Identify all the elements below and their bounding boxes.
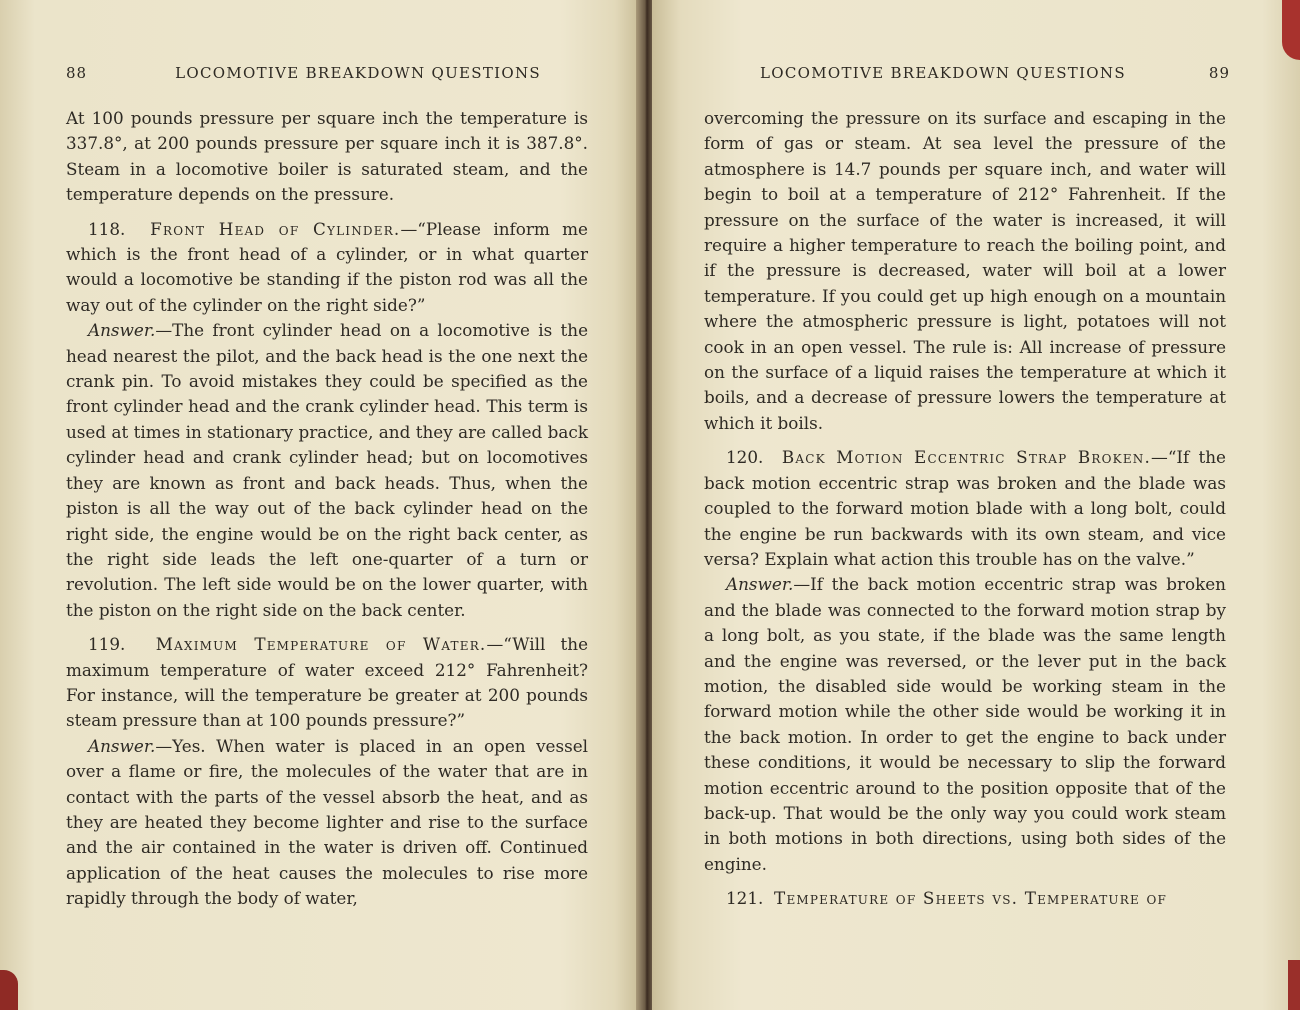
question-number: 121. <box>726 888 764 909</box>
question-heading: Temperature of Sheets vs. Temperature of <box>774 888 1168 909</box>
right-running-header <box>760 64 1230 88</box>
answer-120 <box>704 572 1226 877</box>
question-118 <box>66 217 588 319</box>
question-heading: Maximum Temperature of Water. <box>155 634 487 655</box>
question-heading: Front Head of Cylinder. <box>150 218 401 239</box>
left-running-header <box>66 64 541 88</box>
cover-edge <box>1288 960 1300 1010</box>
answer-text: —The front cylinder head on a locomotive is the head nearest the pilot, and the back head is the one next the crank pin. To avoid mistakes they could be specified as the front cylinder head and the crank cylinder head. This term is used at times in stationary practice, and they are called back cylinder head and crank cylinder head; but on locomotives they are known as front and back heads. Thus, when the piston is all the way out of the back cylinder head on the right side, the engine would be on the right back center, as the right side leads the left one-quarter of a turn or revolution. The left side would be on the lower quarter, with the piston on the right side on the back center. <box>66 320 588 620</box>
right-page-body <box>704 106 1226 912</box>
question-heading: Back Motion Eccentric Strap Broken. <box>781 447 1152 468</box>
right-running-head-title: LOCOMOTIVE BREAKDOWN QUESTIONS <box>760 64 1126 82</box>
continued-paragraph: At 100 pounds pressure per square inch the temperature is 337.8°, at 200 pounds pressure per square inch it is 387.8°. Steam in a locomotive boiler is saturated steam, and the temperature depends on the pressure. <box>66 108 588 205</box>
answer-label: Answer. <box>88 735 156 756</box>
answer-label: Answer. <box>726 574 794 595</box>
left-running-head-title: LOCOMOTIVE BREAKDOWN QUESTIONS <box>175 64 541 82</box>
question-119 <box>66 632 588 734</box>
right-page <box>652 0 1300 1010</box>
answer-label: Answer. <box>88 320 156 341</box>
continued-paragraph: overcoming the pressure on its surface and escaping in the form of gas or steam. At sea level the pressure of the atmosphere is 14.7 pounds per square inch, and water will begin to boil at a temperature of 212° Fahrenheit. If the pressure on the surface of the water is increased, it will require a higher temperature to reach the boiling point, and if the pressure is decreased, water will boil at a lower temperature. If you could get up high enough on a mountain where the atmospheric pressure is light, potatoes will not cook in an open vessel. The rule is: All increase of pressure on the surface of a liquid raises the temperature at which it boils, and a decrease of pressure lowers the temperature at which it boils. <box>704 108 1226 433</box>
answer-119 <box>66 734 588 912</box>
question-text: —“If the back motion eccentric strap was broken and the blade was coupled to the forward motion blade with a long bolt, could the engine be run backwards with its own steam, and vice versa? Explain what action this trouble has on the valve.” <box>704 447 1226 569</box>
left-page-body <box>66 106 588 912</box>
left-page <box>0 0 640 1010</box>
left-page-number: 88 <box>66 64 88 82</box>
right-page-number: 89 <box>1208 64 1230 82</box>
answer-118 <box>66 318 588 623</box>
cover-edge <box>1282 0 1300 60</box>
question-text: —“Will the maximum temperature of water exceed 212° Fahrenheit? For instance, will the temperature be greater at 200 pounds steam pressure than at 100 pounds pressure?” <box>66 634 589 731</box>
question-number: 118. <box>88 218 126 239</box>
question-120 <box>704 445 1226 572</box>
answer-text: —Yes. When water is placed in an open vessel over a flame or fire, the molecules of the water that are in contact with the parts of the vessel absorb the heat, and as they are heated they become lighter and rise to the surface and the air contained in the water is driven off. Continued application of the heat causes the molecules to rise more rapidly through the body of water, <box>66 735 588 909</box>
question-text: —“Please inform me which is the front head of a cylinder, or in what quarter would a locomotive be standing if the piston rod was all the way out of the cylinder on the right side?” <box>66 218 588 315</box>
cover-edge <box>0 970 18 1010</box>
question-number: 119. <box>88 634 126 655</box>
answer-text: —If the back motion eccentric strap was broken and the blade was connected to the forward motion strap by a long bolt, as you state, if the blade was the same length and the engine was reversed, or the lever put in the back motion, the disabled side would be working steam in the forward motion while the other side would be working it in the back motion. In order to get the engine to back under these conditions, it would be necessary to slip the forward motion eccentric around to the position opposite that of the back-up. That would be the only way you could work steam in both motions in both directions, using both sides of the engine. <box>704 574 1226 874</box>
question-number: 120. <box>726 447 764 468</box>
question-121 <box>704 886 1226 911</box>
